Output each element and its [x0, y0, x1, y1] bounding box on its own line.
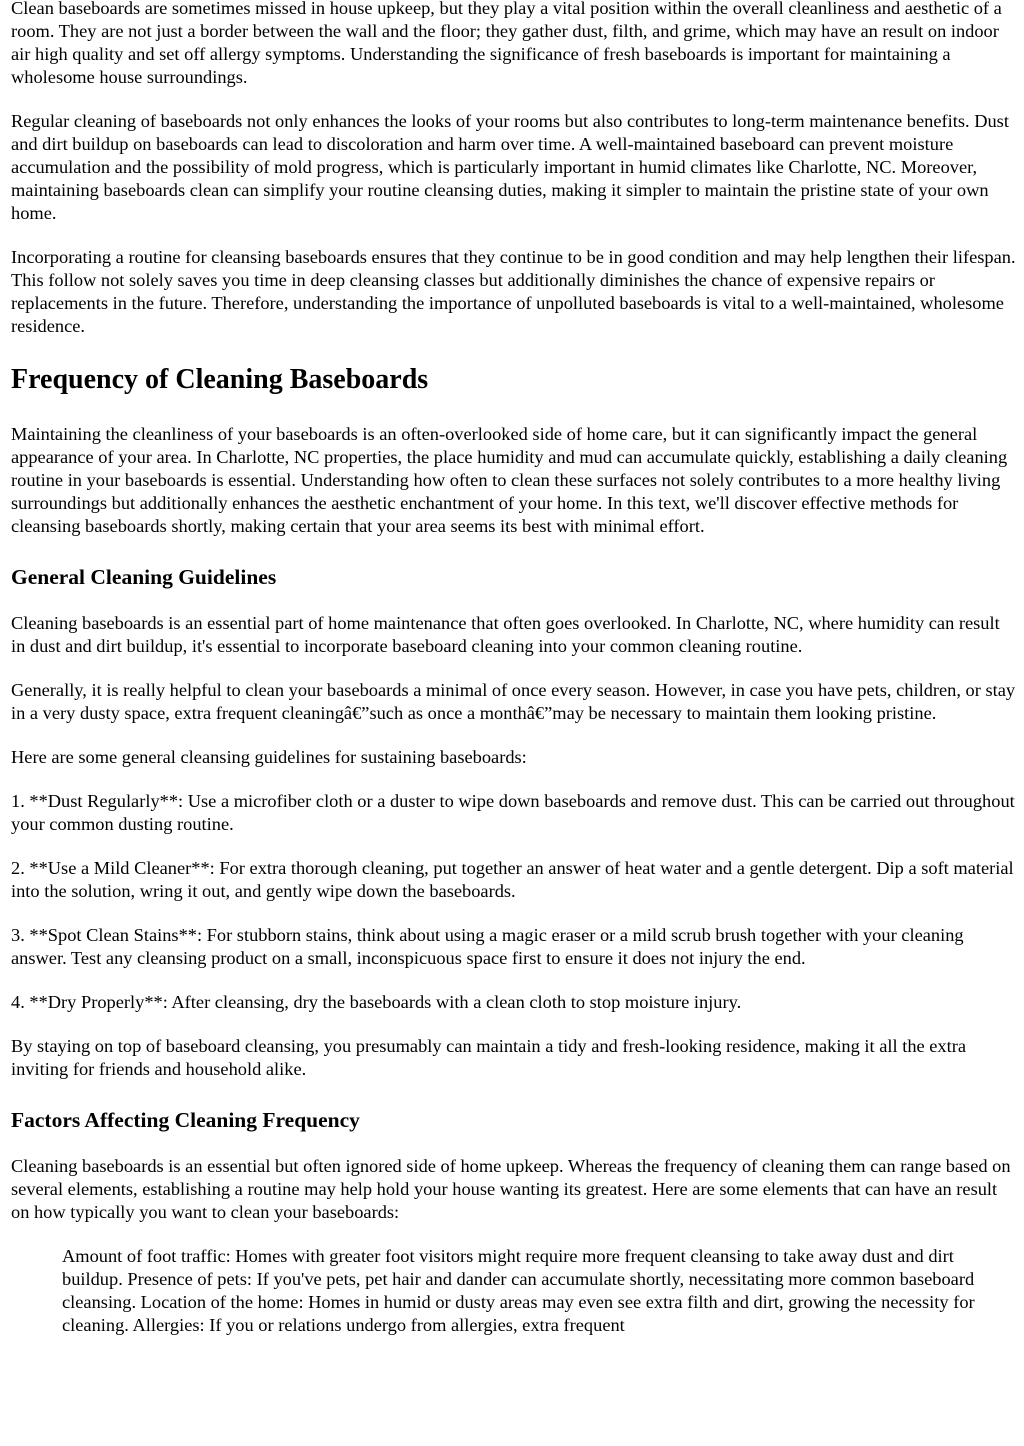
frequency-paragraph: Maintaining the cleanliness of your baseboards is an often-overlooked side of home care, but it can significantly impact the general appearance of your area. In Charlotte, NC properties, the place humidity and mud can accumulate quickly, establishing a daily cleaning routine in your baseboards is essential. Understanding how often to clean these surfaces not solely contributes to a more healthy living surroundings but additionally enhances the aesthetic enchantment of your home. In this text, we'll discover effective methods for cleansing baseboards shortly, making certain that your area seems its best with minimal effort. — [11, 424, 1008, 536]
guidelines-closing-paragraph: By staying on top of baseboard cleansing, you presumably can maintain a tidy and fresh-looking residence, making it all the extra inviting for friends and household alike. — [11, 1036, 967, 1079]
guidelines-paragraph-2: Generally, it is really helpful to clean your baseboards a minimal of once every season. However, in case you have pets, children, or stay in a very dusty space, extra frequent cleaningâ€”such as once a monthâ€”may be necessary to maintain them looking pristine. — [11, 680, 1016, 723]
intro-paragraph-3: Incorporating a routine for cleansing baseboards ensures that they continue to be in good condition and may help lengthen their lifespan. This follow not solely saves you time in deep cleansing classes but additionally diminishes the chance of expensive repairs or replacements in the future. Therefore, understanding the importance of unpolluted baseboards is vital to a well-maintained, wholesome residence. — [11, 247, 1016, 336]
frequency-section — [11, 363, 1016, 538]
guidelines-step-4: 4. **Dry Properly**: After cleansing, dry the baseboards with a clean cloth to stop moisture injury. — [11, 992, 742, 1012]
factors-paragraph: Cleaning baseboards is an essential but often ignored side of home upkeep. Whereas the frequency of cleaning them can range based on several elements, establishing a routine may help hold your house wanting its greatest. Here are some elements that can have an result on how typically you want to clean your baseboards: — [11, 1156, 1011, 1222]
factors-heading: Factors Affecting Cleaning Frequency — [11, 1108, 360, 1132]
factors-section — [11, 1107, 1016, 1337]
guidelines-step-1: 1. **Dust Regularly**: Use a microfiber cloth or a duster to wipe down baseboards and remove dust. This can be carried out throughout your common dusting routine. — [11, 791, 1015, 834]
frequency-heading: Frequency of Cleaning Baseboards — [11, 364, 429, 395]
guidelines-heading: General Cleaning Guidelines — [11, 565, 277, 589]
intro-section — [11, 0, 1016, 338]
guidelines-section — [11, 564, 1016, 1081]
guidelines-paragraph-1: Cleaning baseboards is an essential part of home maintenance that often goes overlooked. In Charlotte, NC, where humidity can result in dust and dirt buildup, it's essential to incorporate baseboard cleaning into your common cleaning routine. — [11, 613, 1000, 656]
article — [11, 0, 1016, 1337]
intro-paragraph-1: Clean baseboards are sometimes missed in house upkeep, but they play a vital position within the overall cleanliness and aesthetic of a room. They are not just a border between the wall and the floor; they gather dust, filth, and grime, which may have an result on indoor air high quality and set off allergy symptoms. Understanding the significance of fresh baseboards is important for maintaining a wholesome house surroundings. — [11, 0, 1002, 87]
factors-blockquote: Amount of foot traffic: Homes with greater foot visitors might require more frequent cleansing to take away dust and dirt buildup. Presence of pets: If you've pets, pet hair and dander can accumulate shortly, necessitating more common baseboard cleansing. Location of the home: Homes in humid or dusty areas may even see extra filth and dirt, growing the necessity for cleaning. Allergies: If you or relations undergo from allergies, extra frequent — [62, 1246, 975, 1335]
guidelines-step-2: 2. **Use a Mild Cleaner**: For extra thorough cleaning, put together an answer of heat water and a gentle detergent. Dip a soft material into the solution, wring it out, and gently wipe down the baseboards. — [11, 858, 1014, 901]
guidelines-paragraph-3: Here are some general cleansing guidelines for sustaining baseboards: — [11, 747, 527, 767]
guidelines-step-3: 3. **Spot Clean Stains**: For stubborn stains, think about using a magic eraser or a mild scrub brush together with your cleaning answer. Test any cleansing product on a small, inconspicuous space first to ensure it does not injury the end. — [11, 925, 964, 968]
intro-paragraph-2: Regular cleaning of baseboards not only enhances the looks of your rooms but also contributes to long-term maintenance benefits. Dust and dirt buildup on baseboards can lead to discoloration and harm over time. A well-maintained baseboard can prevent moisture accumulation and the possibility of mold progress, which is particularly important in humid climates like Charlotte, NC. Moreover, maintaining baseboards clean can simplify your routine cleansing duties, making it simpler to maintain the pristine state of your own home. — [11, 111, 1009, 223]
